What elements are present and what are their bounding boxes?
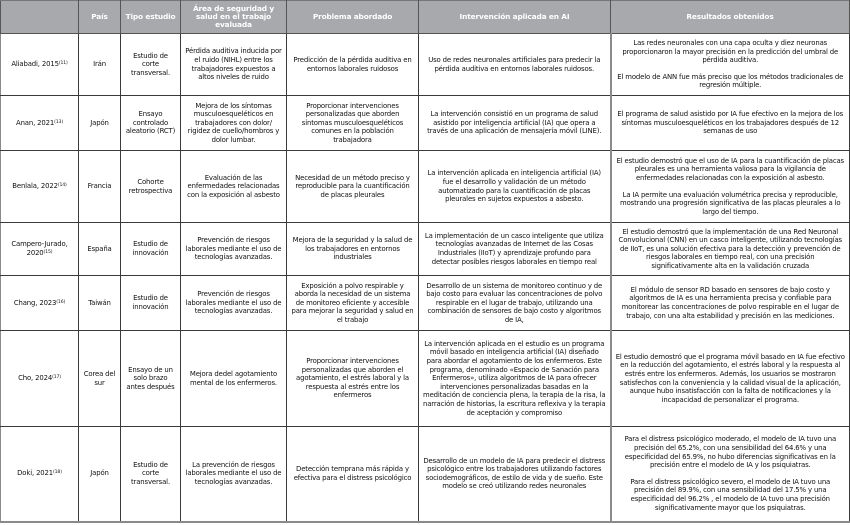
area-cell: Mejora de los síntomas musculoesqueléticos en trabajadores con dolor/ rigidez de cuello/hombros y dolor lumbar. (181, 96, 287, 151)
country-cell: Japón (79, 427, 121, 522)
area-cell: Prevención de riesgos laborales mediante el uso de tecnologías avanzadas. (181, 223, 287, 276)
reference-number: (14) (57, 183, 67, 189)
author-name: Benlala, 2022 (12, 182, 58, 191)
study-type-cell: Ensayo de un solo brazo antes después (121, 331, 181, 427)
header-country: País (79, 1, 121, 34)
table-row (1, 276, 850, 331)
results-cell (611, 151, 850, 223)
problem-cell: Exposición a polvo respirable y aborda la necesidad de un sistema de monitoreo eficiente y accesible para mejorar la seguridad y salud en el trabajo (287, 276, 419, 331)
problem-cell: Proporcionar intervenciones personalizadas que aborden el agotamiento, el estrés laboral y la respuesta al estrés entre los enfermeros (287, 331, 419, 427)
author-name: Aliabadi, 2015 (11, 60, 59, 69)
intervention-cell: La implementación de un casco inteligente que utiliza tecnologías avanzadas de Internet de las Cosas Industriales (IIoT) y aprendizaje profundo para detectar posibles riesgos laborales en tiempo real (419, 223, 611, 276)
results-cell (611, 276, 850, 331)
results-cell (611, 223, 850, 276)
header-problem: Problema abordado (287, 1, 419, 34)
table-row (1, 96, 850, 151)
area-cell: Prevención de riesgos laborales mediante el uso de tecnologías avanzadas. (181, 276, 287, 331)
result-paragraph: Para el distress psicológico severo, el modelo de IA tuvo una precisión del 89.9%, con una sensibilidad del 17.5% y una especificidad del 96.2% , el modelo de IA tuvo una precisión significativamente mayor que los psiquiatras. (630, 477, 831, 512)
reference-number: (15) (43, 250, 53, 255)
reference-number: (17) (52, 375, 61, 381)
intervention-cell: Desarrollo de un modelo de IA para predecir el distress psicológico entre los trabajadores utilizando factores sociodemográficos, de estilo de vida y de sueño. Este modelo se creó utilizando redes neuronales (419, 427, 611, 522)
table-row (1, 34, 850, 96)
area-cell: Pérdida auditiva inducida por el ruido (NIHL) entre los trabajadores expuestos a altos niveles de ruido (181, 34, 287, 96)
table-row (1, 427, 850, 522)
author-name: Campero-Jurado, 2020 (11, 240, 68, 257)
country-cell: España (79, 223, 121, 276)
table-row (1, 223, 850, 276)
author-cell (1, 331, 79, 427)
header-area: Área de seguridad y salud en el trabajo evaluada (181, 1, 287, 34)
country-cell: Taiwán (79, 276, 121, 331)
author-cell (1, 276, 79, 331)
header-intervention: Intervención aplicada en AI (419, 1, 611, 34)
country-cell: Japón (79, 96, 121, 151)
author-name: Anan, 2021 (16, 118, 55, 127)
author-cell (1, 96, 79, 151)
results-cell (611, 96, 850, 151)
table-row (1, 151, 850, 223)
author-cell (1, 151, 79, 223)
reference-number: (16) (56, 299, 66, 305)
intervention-cell: La intervención aplicada en el estudio es un programa móvil basado en inteligencia artificial (IA) diseñado para abordar el agotamiento de los enfermeros. Este programa, denominado «Espacio de Sanación para Enfermeros», utiliza algoritmos de IA para ofrecer intervenciones personalizadas basadas en la meditación de conciencia plena, la terapia de la risa, la narración de historias, la escritura reflexiva y la terapia de aceptación y compromiso (419, 331, 611, 427)
problem-cell: Proporcionar intervenciones personalizadas que aborden síntomas musculoesqueléticos comunes en la población trabajadora (287, 96, 419, 151)
author-name: Chang, 2023 (13, 298, 57, 307)
result-paragraph: El estudio demostró que el uso de IA para la cuantificación de placas pleurales es una herramienta valiosa para la vigilancia de enfermedades relacionadas con la exposición al asbesto. (616, 156, 844, 182)
study-type-cell: Ensayo controlado aleatorio (RCT) (121, 96, 181, 151)
result-paragraph: El modelo de ANN fue más preciso que los métodos tradicionales de regresión múltiple. (617, 72, 844, 90)
country-cell: Irán (79, 34, 121, 96)
problem-cell: Detección temprana más rápida y efectiva para el distress psicológico (287, 427, 419, 522)
result-paragraph: La IA permite una evaluación volumétrica precisa y reproducible, mostrando una progresión significativa de las placas pleurales a lo largo del tiempo. (620, 190, 841, 216)
header-row (1, 1, 850, 34)
results-cell (611, 331, 850, 427)
intervention-cell: Desarrollo de un sistema de monitoreo continuo y de bajo costo para evaluar las concentraciones de polvo respirable en el lugar de trabajo, utilizando una combinación de sensores de bajo costo y algoritmos de IA, (419, 276, 611, 331)
header-study-type: Tipo estudio (121, 1, 181, 34)
intervention-cell: La intervención aplicada en inteligencia artificial (IA) fue el desarrollo y validación de un método automatizado para la cuantificación de placas pleurales en sujetos expuestos a asbesto. (419, 151, 611, 223)
area-cell: Evaluación de las enfermedades relacionadas con la exposición al asbesto (181, 151, 287, 223)
result-paragraph: Las redes neuronales con una capa oculta y diez neuronas proporcionaron la mayor precisión en la predicción del umbral de pérdida auditiva. (622, 39, 839, 65)
table-body (1, 34, 850, 522)
result-paragraph: El módulo de sensor RD basado en sensores de bajo costo y algoritmos de IA es una herramienta precisa y confiable para monitorear las concentraciones de polvo respirable en el lugar de trabajo, con una alta estabilidad y precisión en las mediciones. (621, 285, 839, 320)
reference-number: (18) (53, 470, 62, 476)
result-paragraph: Para el distress psicológico moderado, el modelo de IA tuvo una precisión del 65.2%, con una sensibilidad del 64.6% y una especificidad del 65.9%, no hubo diferencias significativas en la precisión entre el modelo de IA y los psiquiatras. (624, 435, 837, 470)
intervention-cell: Uso de redes neuronales artificiales para predecir la pérdida auditiva en entornos laborales ruidosos. (419, 34, 611, 96)
intervention-cell: La intervención consistió en un programa de salud asistido por inteligencia artificial (IA) que opera a través de una aplicación de mensajería móvil (LINE). (419, 96, 611, 151)
result-paragraph: El estudio demostró que la implementación de una Red Neuronal Convolucional (CNN) en un casco inteligente, utilizando tecnologías de IIoT, es una solución efectiva para la detección y prevención de riesgos laborales en tiempo real, con una precisión significativamente alta en la validación cruzada (618, 227, 842, 270)
author-cell (1, 223, 79, 276)
header-results: Resultados obtenidos (611, 1, 850, 34)
reference-number: (11) (58, 61, 68, 67)
study-type-cell: Cohorte retrospectiva (121, 151, 181, 223)
author-cell (1, 427, 79, 522)
result-paragraph: El programa de salud asistido por IA fue efectivo en la mejora de los síntomas musculoesqueléticos en los trabajadores después de 12 semanas de uso (617, 110, 844, 136)
results-cell (611, 427, 850, 522)
reference-number: (13) (54, 119, 63, 125)
study-type-cell: Estudio de innovación (121, 276, 181, 331)
problem-cell: Mejora de la seguridad y la salud de los trabajadores en entornos industriales (287, 223, 419, 276)
study-type-cell: Estudio de corte transversal. (121, 427, 181, 522)
problem-cell: Necesidad de un método preciso y reproducible para la cuantificación de placas pleurales (287, 151, 419, 223)
area-cell: Mejora dedel agotamiento mental de los enfermeros. (181, 331, 287, 427)
country-cell: Corea del sur (79, 331, 121, 427)
result-paragraph: El estudio demostró que el programa móvil basado en IA fue efectivo en la reducción del agotamiento, el estrés laboral y la respuesta al estrés entre los enfermeros. Además, los usuarios se mostraron satisfechos con la conveniencia y la calidad visual de la aplicación, aunque hubo insatisfacción con la falta de notificaciones y la incapacidad de personalizar el programa. (615, 352, 845, 404)
results-cell (611, 34, 850, 96)
area-cell: La prevención de riesgos laborales mediante el uso de tecnologías avanzadas. (181, 427, 287, 522)
country-cell: Francia (79, 151, 121, 223)
table-row (1, 331, 850, 427)
study-type-cell: Estudio de corte transversal. (121, 34, 181, 96)
table-header (1, 1, 850, 34)
author-cell (1, 34, 79, 96)
author-name: Cho, 2024 (18, 374, 53, 383)
header-author (1, 1, 79, 34)
study-type-cell: Estudio de innovación (121, 223, 181, 276)
author-name: Doki, 2021 (17, 469, 53, 478)
problem-cell: Predicción de la pérdida auditiva en entornos laborales ruidosos (287, 34, 419, 96)
